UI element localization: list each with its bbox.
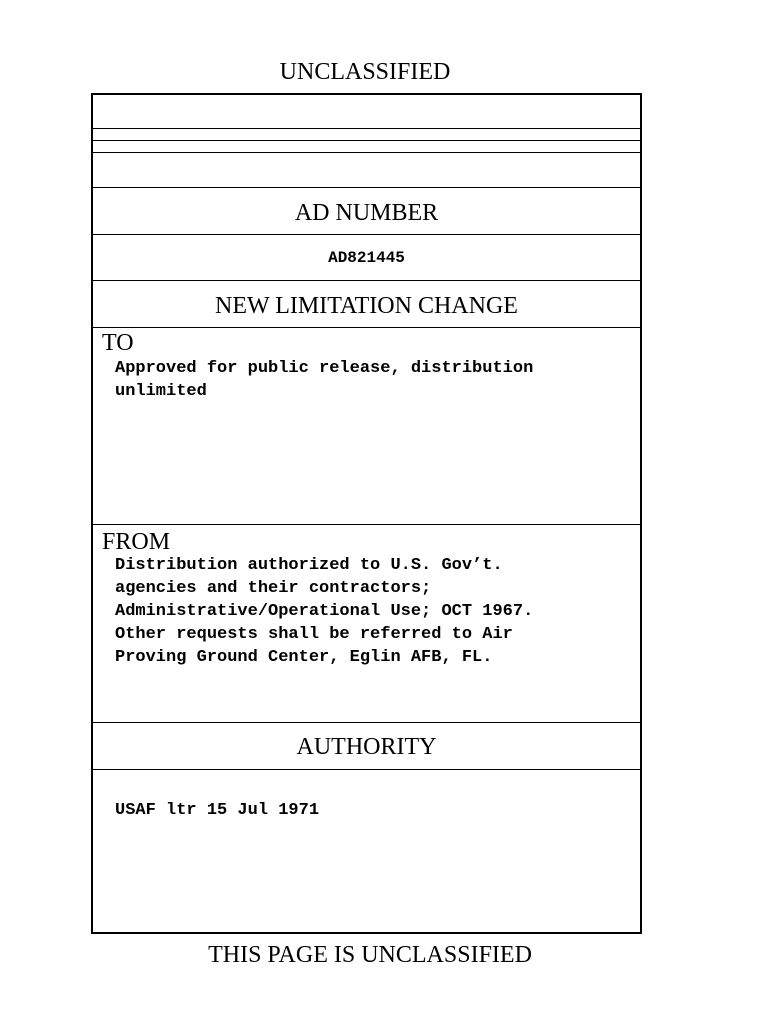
divider-line (93, 234, 640, 235)
bottom-classification-marking: THIS PAGE IS UNCLASSIFIED (208, 942, 532, 968)
divider-line (93, 140, 640, 141)
authority-heading: AUTHORITY (296, 734, 437, 760)
divider-line (93, 187, 640, 188)
authority-text: USAF ltr 15 Jul 1971 (115, 801, 320, 820)
from-text: Distribution authorized to U.S. Gov’t. agencies and their contractors; Administrative/Operational Use; OCT 1967. Other requests shall be referred to Air Proving Ground Center, Eglin AFB, FL. (115, 556, 534, 667)
top-classification-marking: UNCLASSIFIED (279, 59, 451, 85)
limitation-change-heading: NEW LIMITATION CHANGE (215, 293, 518, 319)
ad-number-value: AD821445 (328, 249, 405, 267)
ad-number-heading: AD NUMBER (294, 200, 439, 226)
divider-line (93, 327, 640, 328)
divider-line (93, 128, 640, 129)
limitation-change-form (91, 93, 642, 934)
to-label: TO (102, 330, 134, 356)
divider-line (93, 280, 640, 281)
divider-line (93, 769, 640, 770)
to-text: Approved for public release, distribution unlimited (115, 359, 534, 401)
divider-line (93, 722, 640, 723)
divider-line (93, 152, 640, 153)
from-label: FROM (102, 529, 171, 555)
divider-line (93, 524, 640, 525)
